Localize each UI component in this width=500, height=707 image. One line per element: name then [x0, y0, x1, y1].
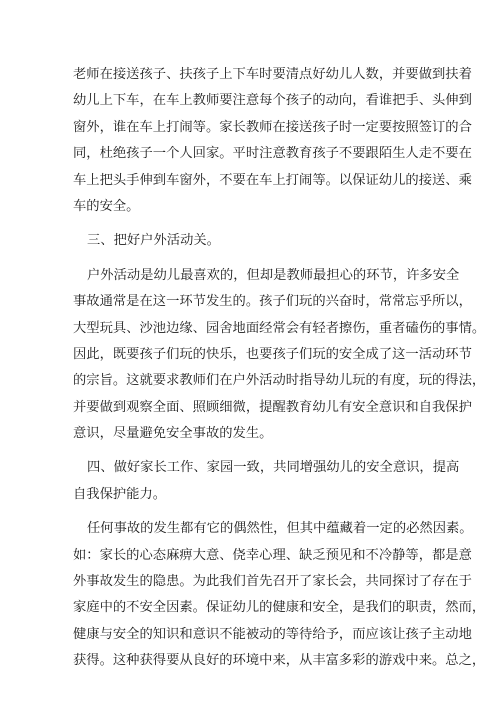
text-line: 任何事故的发生都有它的偶然性，但其中蕴藏着一定的必然因素。 [87, 521, 473, 537]
text-line: 车的安全。 [73, 198, 140, 214]
section-heading [73, 455, 460, 508]
text-line: 并要做到观察全面、照顾细微，提醒教育幼儿有安全意识和自我保护 [73, 399, 472, 415]
text-line: 同，杜绝孩子一个人回家。平时注意教育孩子不要跟陌生人走不要在 [73, 146, 472, 162]
text-line: 户外活动是幼儿最喜欢的，但却是教师最担心的环节，许多安全 [87, 267, 460, 283]
text-line: 大型玩具、沙池边缘、园舍地面经常会有轻者擦伤，重者磕伤的事情。 [73, 320, 486, 336]
text-line: 幼儿上下车，在车上教师要注意每个孩子的动向，看谁把手、头伸到 [73, 93, 472, 109]
section-heading [73, 228, 433, 254]
heading-line: 三、把好户外活动关。 [87, 233, 220, 249]
paragraph [73, 62, 472, 220]
text-line: 的宗旨。这就要求教师们在户外活动时指导幼儿玩的有度，玩的得法， [73, 373, 486, 389]
document-body [73, 62, 486, 675]
paragraph [73, 263, 486, 448]
text-line: 健康与安全的知识和意识不能被动的等待给予，而应该让孩子主动地 [73, 626, 472, 642]
text-line: 事故通常是在这一环节发生的。孩子们玩的兴奋时，常常忘乎所以， [73, 294, 472, 310]
text-line: 因此，既要孩子们玩的快乐，也要孩子们玩的安全成了这一活动环节 [73, 346, 472, 362]
paragraph [73, 516, 486, 674]
text-line: 意识，尽量避免安全事故的发生。 [73, 426, 273, 442]
text-line: 如：家长的心态麻痹大意、侥幸心理、缺乏预见和不冷静等，都是意 [73, 547, 472, 563]
text-line: 老师在接送孩子、扶孩子上下车时要清点好幼儿人数，并要做到扶着 [73, 67, 472, 82]
text-line: 获得。这种获得要从良好的环境中来，从丰富多彩的游戏中来。总之， [73, 653, 486, 669]
text-line: 车上把头手伸到车窗外，不要在车上打闹等。以保证幼儿的接送、乘 [73, 172, 472, 188]
text-line: 窗外，谁在车上打闹等。家长教师在接送孩子时一定要按照签订的合 [73, 119, 472, 135]
text-line: 家庭中的不安全因素。保证幼儿的健康和安全，是我们的职责，然而， [73, 600, 486, 616]
heading-line: 四、做好家长工作、家园一致，共同增强幼儿的安全意识，提高 [87, 460, 460, 476]
text-line: 外事故发生的隐患。为此我们首先召开了家长会，共同探讨了存在于 [73, 574, 472, 590]
heading-line: 自我保护能力。 [73, 486, 167, 502]
